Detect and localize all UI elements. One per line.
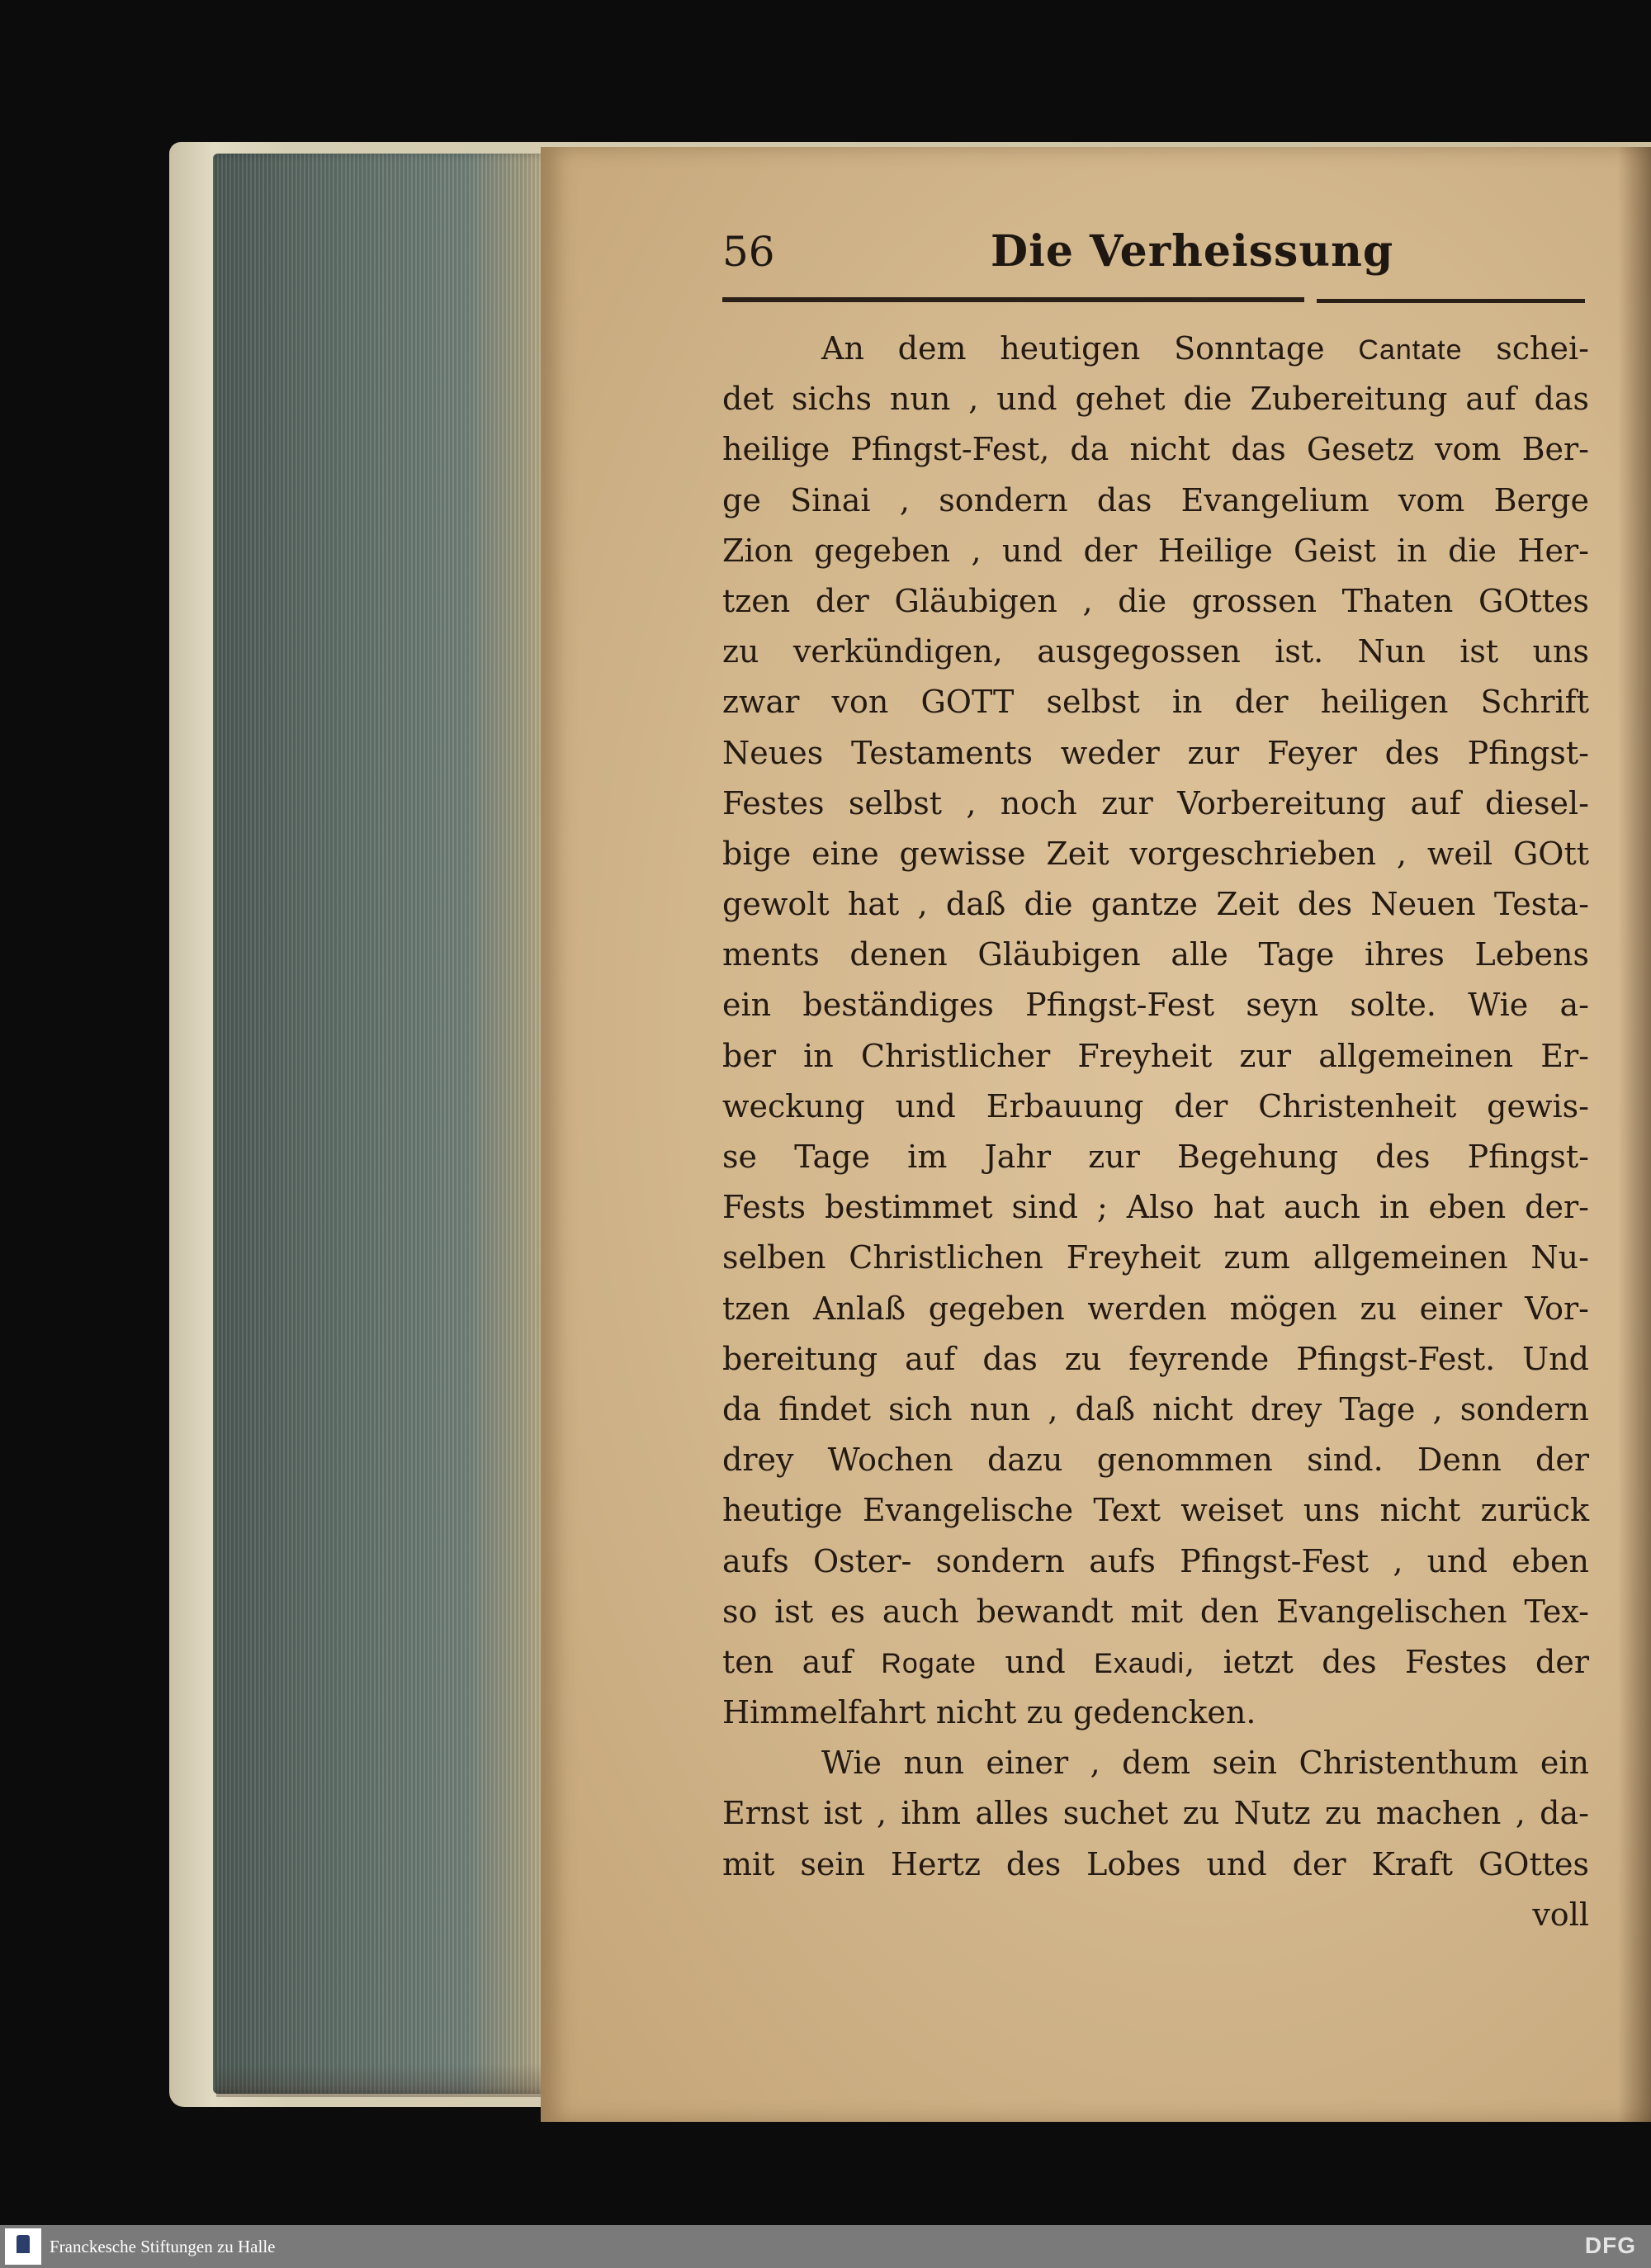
dfg-logo: DFG [1584,2232,1636,2258]
viewer-footer [0,2225,1651,2268]
page-edge-shadow [216,2064,546,2097]
catchword: voll [1532,1896,1589,1933]
text-line: drey Wochen dazu genommen sind. Denn der [722,1442,1589,1479]
text-line: An dem heutigen Sonntage Cantate schei- [821,330,1589,367]
text-line: Festes selbst , noch zur Vorbereitung auf diesel- [722,784,1589,821]
text-line: ments denen Gläubigen alle Tage ihres Lebens [722,936,1589,973]
text-line: Wie nun einer , dem sein Christenthum ein [821,1745,1589,1782]
text-line: tzen Anlaß gegeben werden mögen zu einer Vor- [722,1290,1589,1327]
running-title: Die Verheissung [991,226,1394,277]
institution-name: Franckesche Stiftungen zu Halle [50,2237,276,2256]
text-line: da findet sich nun , daß nicht drey Tage , sondern [722,1390,1589,1428]
institution-logo-icon [5,2228,41,2265]
text-line: so ist es auch bewandt mit den Evangelischen Tex- [722,1593,1589,1630]
text-line: zu verkündigen, ausgegossen ist. Nun ist uns [722,633,1589,670]
text-line: mit sein Hertz des Lobes und der Kraft GOttes [722,1845,1589,1882]
text-line: Neues Testaments weder zur Feyer des Pfingst- [722,734,1589,771]
page-number: 56 [722,228,775,276]
text-line: aufs Oster- sondern aufs Pfingst-Fest , und eben [722,1542,1589,1579]
text-line: selben Christlichen Freyheit zum allgemeinen Nu- [722,1239,1589,1276]
text-line: Fests bestimmet sind ; Also hat auch in eben der- [722,1189,1589,1226]
text-line: ber in Christlicher Freyheit zur allgemeinen Er- [722,1037,1589,1074]
text-line: bige eine gewisse Zeit vorgeschrieben , weil GOtt [722,835,1589,872]
header-rule [722,297,1304,302]
header-rule-end [1317,299,1585,303]
text-line: zwar von GOTT selbst in der heiligen Schrift [722,684,1589,721]
text-line: Himmelfahrt nicht zu gedencken. [722,1694,1256,1731]
text-line: Ernst ist , ihm alles suchet zu Nutz zu machen , da- [722,1795,1589,1832]
text-line: heutige Evangelische Text weiset uns nicht zurück [722,1492,1589,1529]
text-line: bereitung auf das zu feyrende Pfingst-Fest. Und [722,1340,1589,1377]
page-edge-stack [213,154,551,2094]
text-line: weckung und Erbauung der Christenheit gewis- [722,1087,1589,1125]
text-line: tzen der Gläubigen , die grossen Thaten GOttes [722,582,1589,619]
text-line: ten auf Rogate und Exaudi, ietzt des Festes der [722,1643,1589,1680]
text-line: gewolt hat , daß die gantze Zeit des Neuen Testa- [722,886,1589,923]
text-line: det sichs nun , und gehet die Zubereitung auf das [722,381,1589,418]
text-block [722,324,1589,1940]
text-line: Zion gegeben , und der Heilige Geist in die Her- [722,532,1589,569]
text-line: se Tage im Jahr zur Begehung des Pfingst- [722,1139,1589,1175]
text-line: ein beständiges Pfingst-Fest seyn solte. Wie a- [722,987,1589,1024]
text-line: heilige Pfingst-Fest, da nicht das Gesetz vom Ber- [722,431,1589,468]
text-line: ge Sinai , sondern das Evangelium vom Berge [722,481,1589,518]
